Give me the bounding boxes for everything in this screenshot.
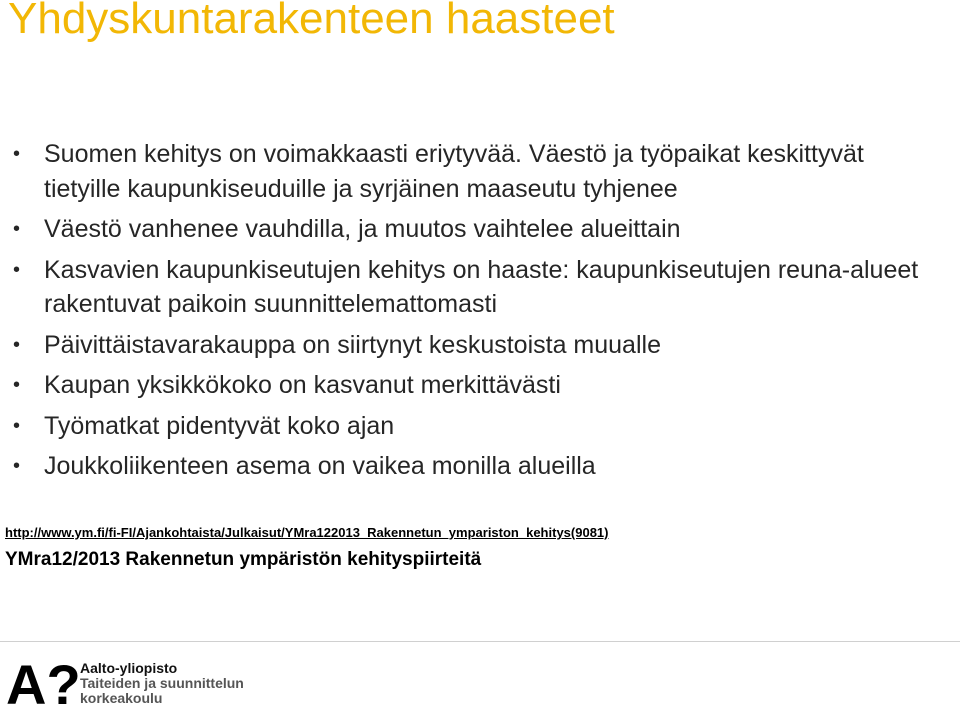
bullet-item	[0, 212, 940, 247]
bullet-text: Kasvavien kaupunkiseutujen kehitys on haaste: kaupunkiseutujen reuna-alueet rakentuvat paikoin suunnittelemattomasti	[44, 255, 919, 318]
logo-glyph: A?	[6, 653, 81, 710]
bullet-text: Päivittäistavarakauppa on siirtynyt keskustoista muualle	[44, 330, 661, 359]
bullet-icon: •	[13, 333, 21, 356]
aalto-logo-icon	[6, 653, 81, 710]
bullet-icon: •	[13, 374, 21, 396]
bullet-item	[0, 368, 940, 403]
bullet-icon: •	[13, 218, 21, 240]
organization-name	[80, 661, 244, 706]
bullet-item	[0, 409, 940, 444]
bullet-icon: •	[13, 258, 21, 281]
bullet-text: Kaupan yksikkökoko on kasvanut merkittävästi	[44, 371, 561, 399]
org-line-university: Aalto-yliopisto	[80, 660, 178, 676]
bullet-icon: •	[13, 414, 21, 437]
bullet-icon: •	[13, 143, 21, 165]
publication-title: YMra12/2013 Rakennetun ympäristön kehityspiirteitä	[5, 549, 482, 570]
bullet-text: Työmatkat pidentyvät koko ajan	[44, 411, 395, 440]
bullet-item	[0, 328, 940, 363]
org-line-school-2: korkeakoulu	[80, 690, 163, 706]
bullet-icon: •	[13, 455, 21, 477]
bullet-item	[0, 253, 940, 322]
bullet-item	[0, 137, 940, 206]
bullet-item	[0, 449, 940, 484]
org-line-school: Taiteiden ja suunnittelun	[80, 675, 244, 691]
slide-title: Yhdyskuntarakenteen haasteet	[8, 0, 615, 43]
publication-link[interactable]: http://www.ym.fi/fi-FI/Ajankohtaista/Julkaisut/YMra122013_Rakennetun_ympariston_kehitys(9081)	[5, 525, 609, 540]
bullet-text: Suomen kehitys on voimakkaasti eriytyvää. Väestö ja työpaikat keskittyvät tietyille kaupunkiseuduille ja syrjäinen maaseutu tyhjenee	[44, 140, 864, 203]
bullet-list	[0, 137, 940, 490]
bullet-text: Väestö vanhenee vauhdilla, ja muutos vaihtelee alueittain	[44, 215, 681, 243]
bullet-text: Joukkoliikenteen asema on vaikea monilla alueilla	[44, 452, 596, 480]
footer-divider	[0, 641, 960, 642]
